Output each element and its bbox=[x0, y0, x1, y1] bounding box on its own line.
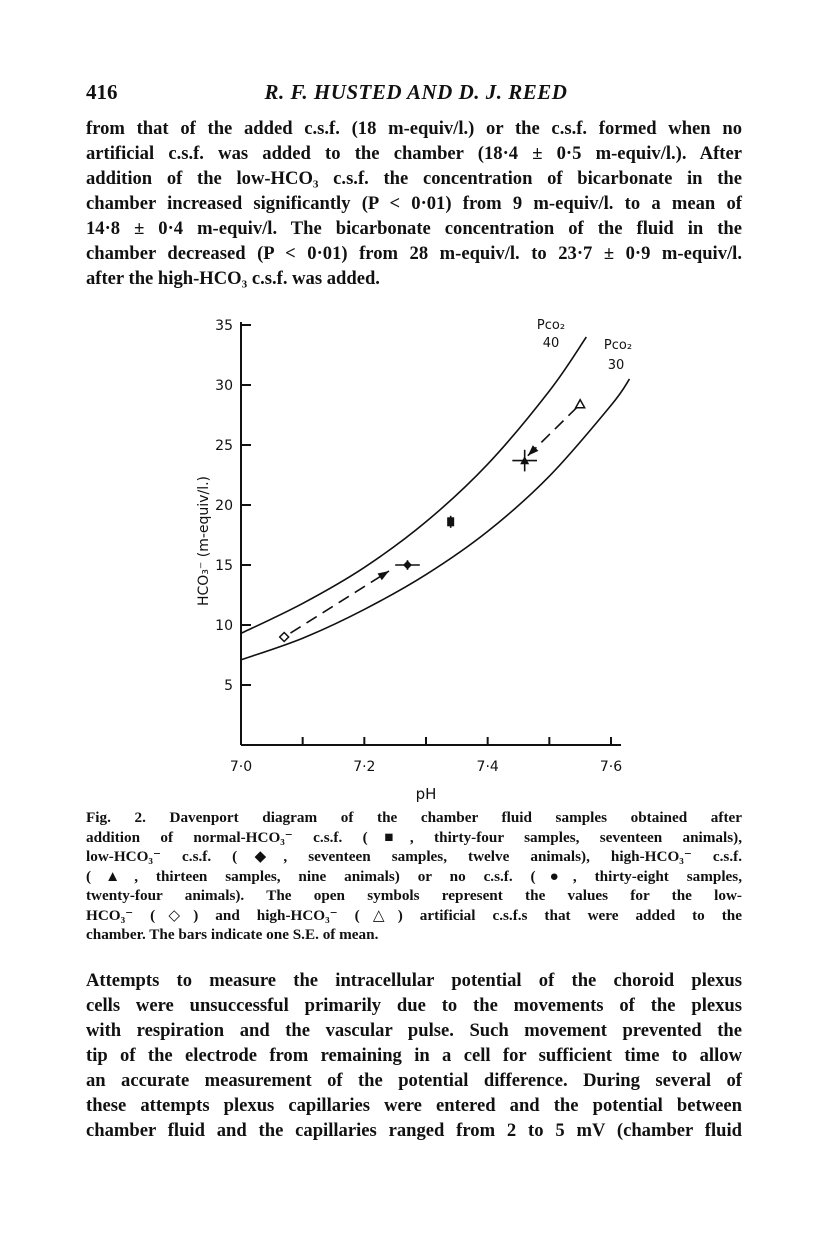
caption-line: Fig. 2. Davenport diagram of the chamber fluid samples obtained after bbox=[86, 809, 742, 826]
text-line: an accurate measurement of the potential difference. During several of bbox=[86, 1070, 742, 1091]
point-open-diamond bbox=[280, 633, 289, 642]
y-tick-label: 20 bbox=[215, 498, 233, 514]
text-line: from that of the added c.s.f. (18 m-equiv/l.) or the c.s.f. formed when no bbox=[86, 118, 742, 139]
caption-line: addition of normal-HCO₃⁻ c.s.f. (■, thirty-four samples, seventeen animals), bbox=[86, 828, 742, 846]
page-header bbox=[86, 80, 746, 110]
y-tick-label: 30 bbox=[215, 378, 233, 394]
text-line: cells were unsuccessful primarily due to the movements of the plexus bbox=[86, 995, 742, 1016]
y-tick-label: 35 bbox=[215, 318, 233, 334]
point-open-triangle bbox=[576, 400, 585, 408]
caption-line: low-HCO₃⁻ c.s.f. (◆, seventeen samples, twelve animals), high-HCO₃⁻ c.s.f. bbox=[86, 848, 742, 865]
page-number: 416 bbox=[86, 80, 118, 104]
isobar-name-label: Pco₂ bbox=[603, 338, 633, 353]
x-tick-label: 7·2 bbox=[353, 759, 376, 775]
isobar-name-label: Pco₂ bbox=[536, 318, 566, 333]
caption-line: HCO₃⁻ (◇) and high-HCO₃⁻ (△) artificial c.s.f.s that were added to the bbox=[86, 906, 742, 924]
top-paragraph bbox=[86, 116, 742, 291]
figure-caption bbox=[86, 808, 742, 945]
text-line: these attempts plexus capillaries were entered and the potential between bbox=[86, 1095, 742, 1116]
caption-line: twenty-four animals). The open symbols represent the values for the low- bbox=[86, 887, 742, 904]
isobar-pco2-30 bbox=[241, 379, 630, 660]
y-tick-label: 15 bbox=[215, 558, 233, 574]
text-line: chamber decreased (P < 0·01) from 28 m-equiv/l. to 23·7 ± 0·9 m-equiv/l. bbox=[86, 243, 742, 264]
davenport-diagram bbox=[186, 305, 646, 805]
x-tick-label: 7·0 bbox=[229, 759, 253, 775]
isobar-pco2-40 bbox=[241, 337, 586, 633]
text-line: 14·8 ± 0·4 m-equiv/l. The bicarbonate concentration of the fluid in the bbox=[86, 218, 742, 239]
x-axis-label: pH bbox=[415, 785, 437, 803]
text-line: artificial c.s.f. was added to the chamber (18·4 ± 0·5 m-equiv/l.). After bbox=[86, 143, 742, 164]
caption-line: (▲, thirteen samples, nine animals) or no c.s.f. (●, thirty-eight samples, bbox=[86, 867, 742, 885]
text-line: tip of the electrode from remaining in a cell for sufficient time to allow bbox=[86, 1045, 742, 1066]
text-line: after the high-HCO₃ c.s.f. was added. bbox=[86, 268, 380, 289]
text-line: Attempts to measure the intracellular potential of the choroid plexus bbox=[86, 970, 742, 991]
text-line: chamber fluid and the capillaries ranged from 2 to 5 mV (chamber fluid bbox=[86, 1120, 742, 1141]
arrow-head bbox=[378, 571, 389, 580]
bottom-paragraph bbox=[86, 968, 742, 1143]
point-filled-square bbox=[447, 517, 454, 526]
point-filled-diamond bbox=[403, 561, 412, 570]
y-tick-label: 25 bbox=[215, 438, 233, 454]
text-line: addition of the low-HCO₃ c.s.f. the concentration of bicarbonate in the bbox=[86, 168, 742, 189]
y-axis-label: HCO₃⁻ (m-equiv/l.) bbox=[196, 476, 212, 606]
x-tick-label: 7·6 bbox=[599, 759, 623, 775]
isobar-value-label: 40 bbox=[542, 336, 560, 351]
y-tick-label: 10 bbox=[215, 618, 233, 634]
y-tick-label: 5 bbox=[224, 678, 233, 694]
isobar-value-label: 30 bbox=[607, 358, 625, 373]
x-tick-label: 7·4 bbox=[476, 759, 499, 775]
text-line: with respiration and the vascular pulse. Such movement prevented the bbox=[86, 1020, 742, 1041]
text-line: chamber increased significantly (P < 0·01) from 9 m-equiv/l. to a mean of bbox=[86, 193, 742, 214]
running-head: R. F. HUSTED AND D. J. REED bbox=[264, 80, 568, 104]
chart-svg bbox=[186, 305, 646, 805]
caption-line: chamber. The bars indicate one S.E. of mean. bbox=[86, 926, 379, 943]
arrow-head bbox=[528, 445, 539, 456]
